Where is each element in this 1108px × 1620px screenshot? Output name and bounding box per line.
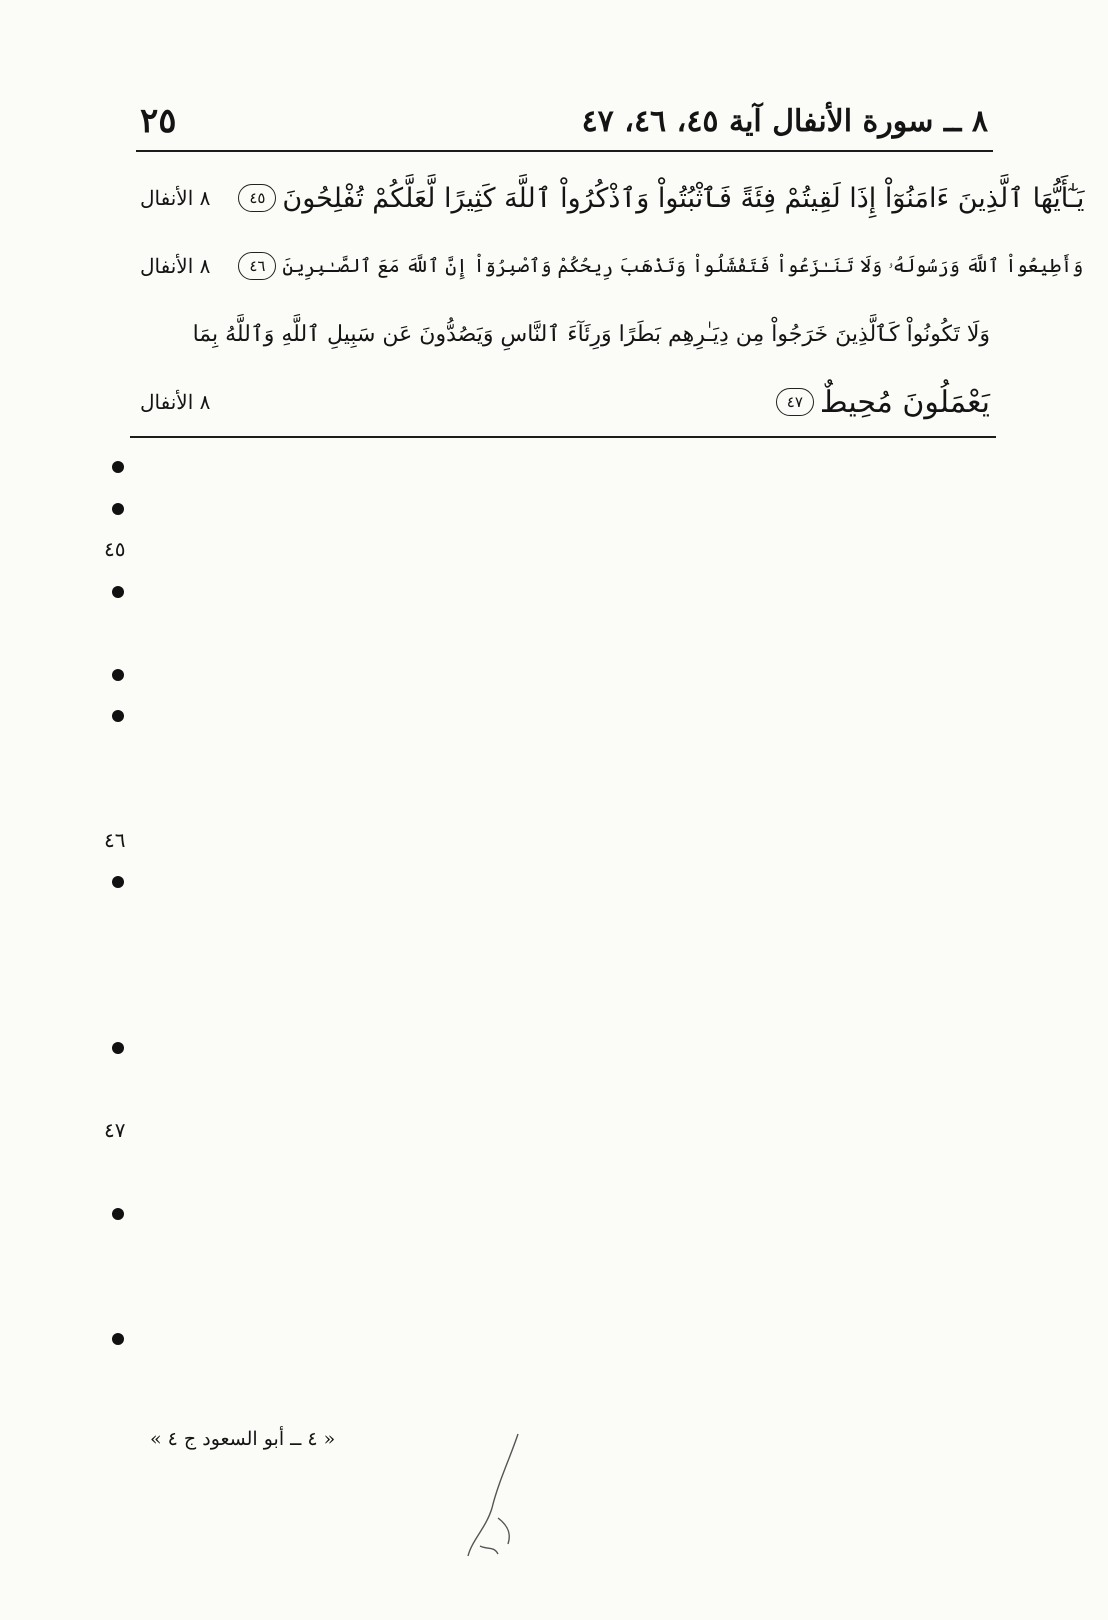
commentary-line [110, 737, 996, 779]
header-rule [136, 150, 993, 152]
commentary-line [110, 1276, 996, 1318]
quran-verses [140, 164, 1085, 436]
verse-text: وَأَطِيعُواْ ٱللَّهَ وَرَسُولَهُۥ وَلَا تَنَـٰزَعُواْ فَتَفْشَلُواْ وَتَذْهَبَ رِيحُكُمْ وَٱصْبِرُوٓاْ إِنَّ ٱللَّهَ مَعَ ٱلصَّـٰبِرِينَ [282, 255, 1084, 277]
verse-number-mark: ٤٦ [238, 252, 276, 280]
commentary-line [104, 820, 996, 862]
body-rule [130, 436, 996, 438]
commentary-line [110, 571, 996, 613]
commentary-line [110, 778, 996, 820]
bullet-icon [112, 710, 124, 722]
bullet-icon [112, 586, 124, 598]
verse-line [140, 300, 990, 368]
verse-reference: ٨ الأنفال [140, 186, 211, 210]
verse-reference: ٨ الأنفال [140, 254, 211, 278]
verse-text: يَـٰٓأَيُّهَا ٱلَّذِينَ ءَامَنُوٓاْ إِذَا لَقِيتُمْ فِئَةً فَٱثْبُتُواْ وَٱذْكُرُواْ ٱللَّهَ كَثِيرًا لَّعَلَّكُمْ تُفْلِحُونَ [282, 182, 1085, 214]
commentary-line [104, 1110, 996, 1152]
bullet-icon [112, 1333, 124, 1345]
commentary-line [104, 529, 996, 571]
bullet-icon [112, 669, 124, 681]
footer-signature: « ٤ ــ أبو السعود ج ٤ » [150, 1428, 336, 1450]
commentary-line [110, 1027, 996, 1069]
page-header [140, 98, 988, 144]
commentary-line [110, 1069, 996, 1111]
verse-text: يَعْمَلُونَ مُحِيطٌ [819, 384, 990, 420]
page-number: ٢٥ [140, 101, 177, 141]
commentary-line [110, 1318, 996, 1360]
commentary-line [110, 986, 996, 1028]
handwritten-note-icon [458, 1428, 548, 1568]
verse-reference: ٨ الأنفال [140, 390, 211, 414]
verse-margin-number: ٤٧ [104, 1118, 126, 1142]
verse-margin-number: ٤٥ [104, 537, 126, 561]
verse-number-mark: ٤٧ [776, 388, 814, 416]
bullet-icon [112, 876, 124, 888]
verse-text: وَلَا تَكُونُواْ كَٱلَّذِينَ خَرَجُواْ مِن دِيَـٰرِهِم بَطَرًا وَرِئَآءَ ٱلنَّاسِ وَيَصُدُّونَ عَن سَبِيلِ ٱللَّهِ وَٱللَّهُ بِمَا [192, 321, 990, 347]
verse-line [140, 232, 1084, 300]
commentary-line [110, 488, 996, 530]
bullet-icon [112, 1042, 124, 1054]
bullet-icon [112, 1208, 124, 1220]
verse-margin-number: ٤٦ [104, 827, 126, 852]
commentary-line [110, 1235, 996, 1277]
commentary-line [110, 944, 996, 986]
commentary-text [104, 446, 996, 1359]
commentary-line [110, 612, 996, 654]
bullet-icon [112, 503, 124, 515]
verse-line [140, 368, 990, 436]
commentary-line [110, 1193, 996, 1235]
running-title: ٨ ــ سورة الأنفال آية ٤٥، ٤٦، ٤٧ [581, 103, 988, 139]
commentary-line [110, 654, 996, 696]
commentary-line [110, 446, 996, 488]
verse-line [140, 164, 1085, 232]
commentary-line [110, 1152, 996, 1194]
commentary-line [110, 903, 996, 945]
verse-number-mark: ٤٥ [238, 184, 276, 212]
commentary-line [110, 695, 996, 737]
commentary-line [110, 861, 996, 903]
bullet-icon [112, 461, 124, 473]
